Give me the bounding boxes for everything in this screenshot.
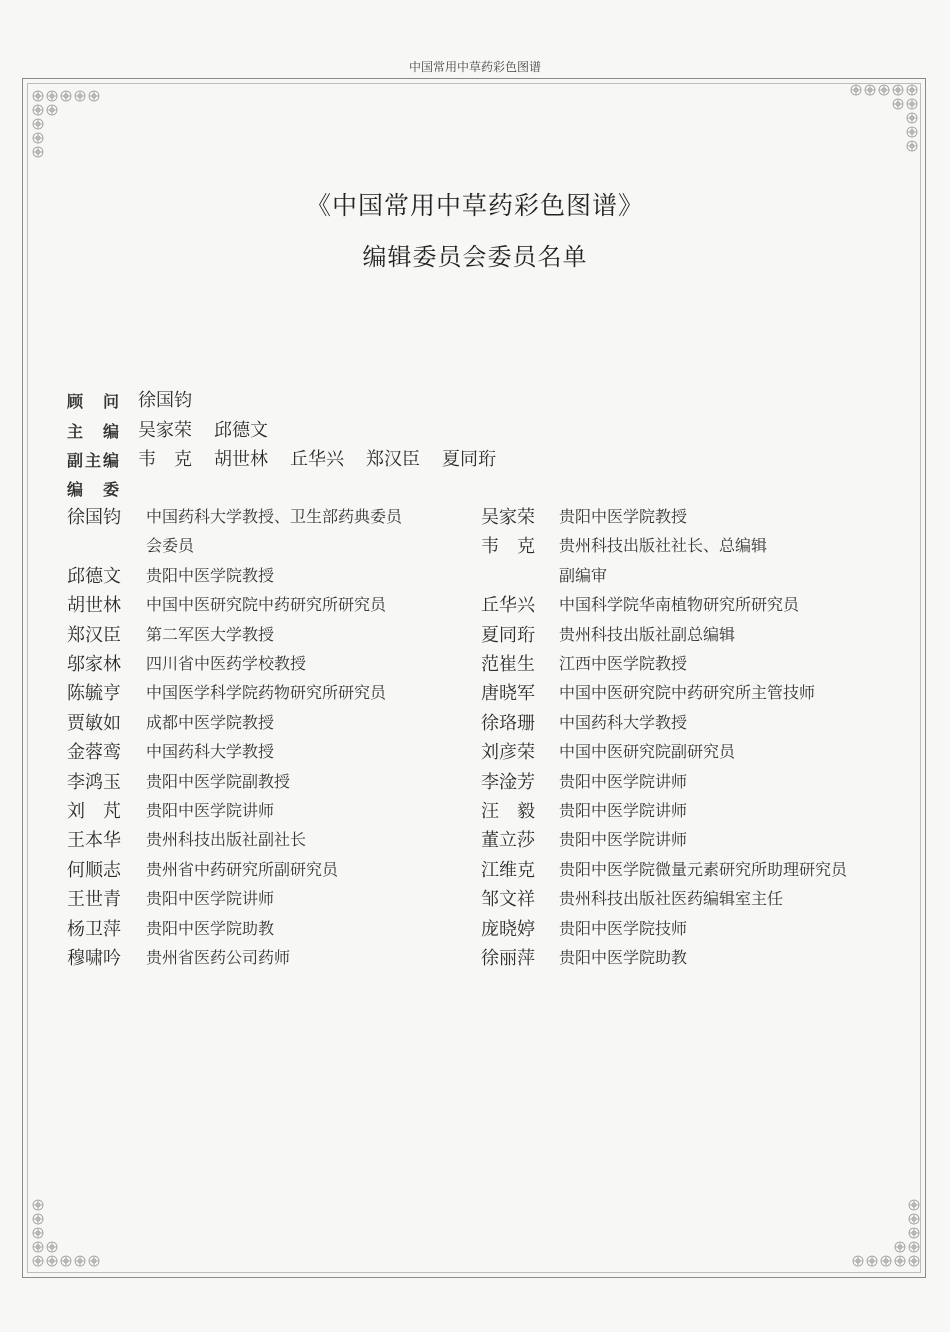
member-name: 刘彦荣 [481, 742, 535, 764]
member-name: 杨卫萍 [67, 918, 121, 940]
member-description: 中国药科大学教授 [146, 742, 275, 762]
member-name: 徐珞珊 [481, 712, 535, 734]
member-description: 中国中医研究院中药研究所主管技师 [559, 683, 816, 703]
deputy-editor-name: 夏同珩 [442, 449, 496, 470]
document-subtitle: 编辑委员会委员名单 [362, 243, 588, 271]
member-description: 贵阳中医学院副教授 [146, 771, 291, 791]
advisor-names [138, 386, 214, 412]
member-description: 中国中医研究院中药研究所研究员 [146, 595, 387, 615]
member-description: 中国药科大学教授 [559, 712, 688, 732]
member-name: 贾敏如 [67, 712, 121, 734]
member-name: 何顺志 [67, 859, 121, 881]
member-description: 贵州省医药公司药师 [146, 948, 291, 967]
member-name: 金蓉鸾 [67, 742, 121, 764]
member-description: 贵州科技出版社副社长 [146, 830, 307, 850]
member-description: 副编审 [559, 565, 608, 585]
member-name: 董立莎 [481, 830, 535, 852]
member-name: 徐国钧 [67, 507, 121, 528]
deputy-editor-names [138, 445, 518, 471]
running-header: 中国常用中草药彩色图谱 [408, 60, 541, 74]
member-name: 李淦芳 [481, 771, 535, 793]
member-name: 李鸿玉 [67, 771, 121, 793]
member-name: 唐晓军 [481, 683, 535, 705]
advisor-name: 徐国钧 [138, 390, 192, 411]
member-name: 王世青 [67, 889, 121, 911]
member-description: 四川省中医药学校教授 [146, 654, 307, 673]
member-description: 贵阳中医学院教授 [559, 507, 688, 526]
member-name: 徐丽萍 [481, 948, 535, 969]
member-name: 范崔生 [481, 654, 535, 675]
member-name: 吴家荣 [481, 507, 535, 528]
member-description: 贵阳中医学院助教 [146, 918, 275, 938]
member-name: 汪 毅 [481, 801, 535, 822]
member-description: 中国中医研究院副研究员 [559, 742, 736, 762]
member-name: 穆啸吟 [67, 948, 121, 969]
member-name: 江维克 [481, 859, 535, 881]
advisor-label: 顾 问 [67, 392, 122, 411]
deputy-editor-name: 韦 克 [138, 449, 192, 470]
chief-editor-names [138, 416, 290, 442]
member-description: 贵阳中医学院讲师 [146, 889, 275, 909]
corner-ornament-top-right [846, 82, 920, 156]
member-description: 贵阳中医学院讲师 [559, 830, 688, 850]
member-description: 会委员 [146, 536, 195, 556]
member-description: 中国科学院华南植物研究所研究员 [559, 595, 800, 615]
member-description: 贵阳中医学院助教 [559, 948, 688, 967]
member-description: 贵阳中医学院讲师 [559, 771, 688, 791]
member-description: 贵州科技出版社副总编辑 [559, 624, 736, 644]
member-name: 胡世林 [67, 595, 121, 617]
deputy-editor-label: 副主编 [67, 451, 122, 470]
member-description: 贵阳中医学院微量元素研究所助理研究员 [559, 859, 848, 879]
deputy-editor-name: 郑汉臣 [366, 449, 420, 470]
chief-editor-name: 吴家荣 [138, 420, 192, 441]
deputy-editor-name: 胡世林 [214, 449, 268, 470]
member-name: 丘华兴 [481, 595, 535, 617]
member-description: 贵阳中医学院讲师 [559, 801, 688, 820]
member-description: 第二军医大学教授 [146, 624, 275, 644]
member-name: 邬家林 [67, 654, 121, 675]
member-name: 陈毓亨 [67, 683, 121, 705]
member-description: 贵阳中医学院技师 [559, 918, 688, 938]
member-description: 贵阳中医学院讲师 [146, 801, 275, 820]
corner-ornament-bottom-left [30, 1195, 104, 1269]
member-name: 郑汉臣 [67, 624, 121, 646]
document-title: 《中国常用中草药彩色图谱》 [305, 191, 644, 220]
member-description: 中国药科大学教授、卫生部药典委员 [146, 507, 403, 526]
member-description: 贵州科技出版社社长、总编辑 [559, 536, 768, 556]
member-description: 成都中医学院教授 [146, 712, 275, 732]
member-description: 贵阳中医学院教授 [146, 565, 275, 585]
member-name: 邹文祥 [481, 889, 535, 911]
member-description: 贵州省中药研究所副研究员 [146, 859, 339, 879]
member-name: 庞晓婷 [481, 918, 535, 940]
deputy-editor-name: 丘华兴 [290, 449, 344, 470]
member-description: 贵州科技出版社医药编辑室主任 [559, 889, 784, 909]
member-name: 韦 克 [481, 536, 535, 558]
member-name: 王本华 [67, 830, 121, 852]
corner-ornament-bottom-right [848, 1195, 922, 1269]
member-description: 江西中医学院教授 [559, 654, 688, 673]
committee-label: 编 委 [67, 480, 122, 499]
chief-editor-label: 主 编 [67, 422, 122, 441]
member-name: 刘 芃 [67, 801, 121, 822]
member-description: 中国医学科学院药物研究所研究员 [146, 683, 387, 703]
member-name: 邱德文 [67, 565, 121, 587]
corner-ornament-top-left [30, 88, 104, 162]
member-name: 夏同珩 [481, 624, 535, 646]
chief-editor-name: 邱德文 [214, 420, 268, 441]
